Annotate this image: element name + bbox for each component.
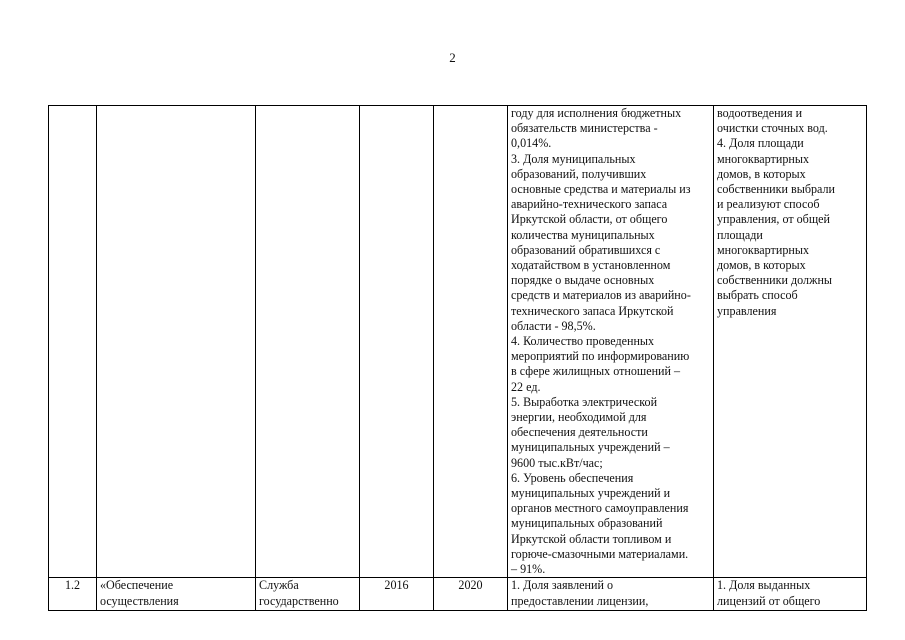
text-line: Иркутской области топливом и <box>511 531 672 546</box>
text-line: муниципальных учреждений и <box>511 486 671 501</box>
text-line: средств и материалов из аварийно- <box>511 288 691 303</box>
text-line: основные средства и материалы из <box>511 182 691 197</box>
text-line: осуществления <box>100 593 179 608</box>
text-line: 4. Количество проведенных <box>511 334 655 349</box>
table-row <box>49 106 867 578</box>
text-line: 9600 тыс.кВт/час; <box>511 455 603 470</box>
text-line: муниципальных образований <box>511 516 663 531</box>
text-line: технического запаса Иркутской <box>511 303 674 318</box>
text-line: органов местного самоуправления <box>511 501 689 516</box>
cell-executor <box>256 578 360 611</box>
text-line: образований обратившихся с <box>511 242 661 257</box>
cell-indicators <box>508 578 714 611</box>
text-line: и реализуют способ <box>717 197 820 212</box>
cell-executor <box>256 106 360 578</box>
text-line: управления <box>717 303 777 318</box>
cell-name <box>97 106 256 578</box>
text-line: горюче-смазочными материалами. <box>511 546 689 561</box>
text-line: государственно <box>259 593 339 608</box>
cell-number <box>49 106 97 578</box>
text-line: 1. Доля заявлений о <box>511 578 613 593</box>
text-line: 3. Доля муниципальных <box>511 151 636 166</box>
text-line: домов, в которых <box>717 166 806 181</box>
text-line: 4. Доля площади <box>717 136 804 151</box>
program-table <box>48 105 867 611</box>
text-line: ходатайством в установленном <box>511 258 671 273</box>
text-line: площади <box>717 227 763 242</box>
text-line: многоквартирных <box>717 242 810 257</box>
text-line: 22 ед. <box>511 379 541 394</box>
text-line: Иркутской области, от общего <box>511 212 668 227</box>
text-line: обязательств министерства - <box>511 121 658 136</box>
text-line: водоотведения и <box>717 106 803 120</box>
text-line: количества муниципальных <box>511 227 655 242</box>
text-line: очистки сточных вод. <box>717 121 828 136</box>
text-line: мероприятий по информированию <box>511 349 690 364</box>
text-line: обеспечения деятельности <box>511 425 648 440</box>
text-line: муниципальных учреждений – <box>511 440 670 455</box>
cell-start-year <box>360 106 434 578</box>
text-line: выбрать способ <box>717 288 798 303</box>
text-line: 1. Доля выданных <box>717 578 811 593</box>
text-line: энергии, необходимой для <box>511 410 647 425</box>
text-line: году для исполнения бюджетных <box>511 106 682 120</box>
text-line: Служба <box>259 578 299 593</box>
page-number: 2 <box>449 50 456 65</box>
text-line: порядке о выдаче основных <box>511 273 655 288</box>
text-line: образований, получивших <box>511 166 647 181</box>
cell-expected-results <box>714 578 867 611</box>
text-line: «Обеспечение <box>100 578 174 593</box>
text-line: собственники должны <box>717 273 833 288</box>
text-line: 5. Выработка электрической <box>511 394 658 409</box>
cell-end-year: 2020 <box>434 578 508 611</box>
table-row <box>49 578 867 611</box>
text-line: лицензий от общего <box>717 593 821 608</box>
text-line: в сфере жилищных отношений – <box>511 364 681 379</box>
cell-indicators <box>508 106 714 578</box>
text-line: области - 98,5%. <box>511 318 596 333</box>
text-line: аварийно-технического запаса <box>511 197 668 212</box>
text-line: предоставлении лицензии, <box>511 593 649 608</box>
text-line: – 91%. <box>511 562 546 577</box>
text-line: 0,014%. <box>511 136 552 151</box>
text-line: собственники выбрали <box>717 182 836 197</box>
text-line: многоквартирных <box>717 151 810 166</box>
cell-number: 1.2 <box>49 578 97 611</box>
cell-start-year: 2016 <box>360 578 434 611</box>
cell-name <box>97 578 256 611</box>
text-line: управления, от общей <box>717 212 830 227</box>
cell-end-year <box>434 106 508 578</box>
text-line: 6. Уровень обеспечения <box>511 470 634 485</box>
cell-expected-results <box>714 106 867 578</box>
text-line: домов, в которых <box>717 258 806 273</box>
